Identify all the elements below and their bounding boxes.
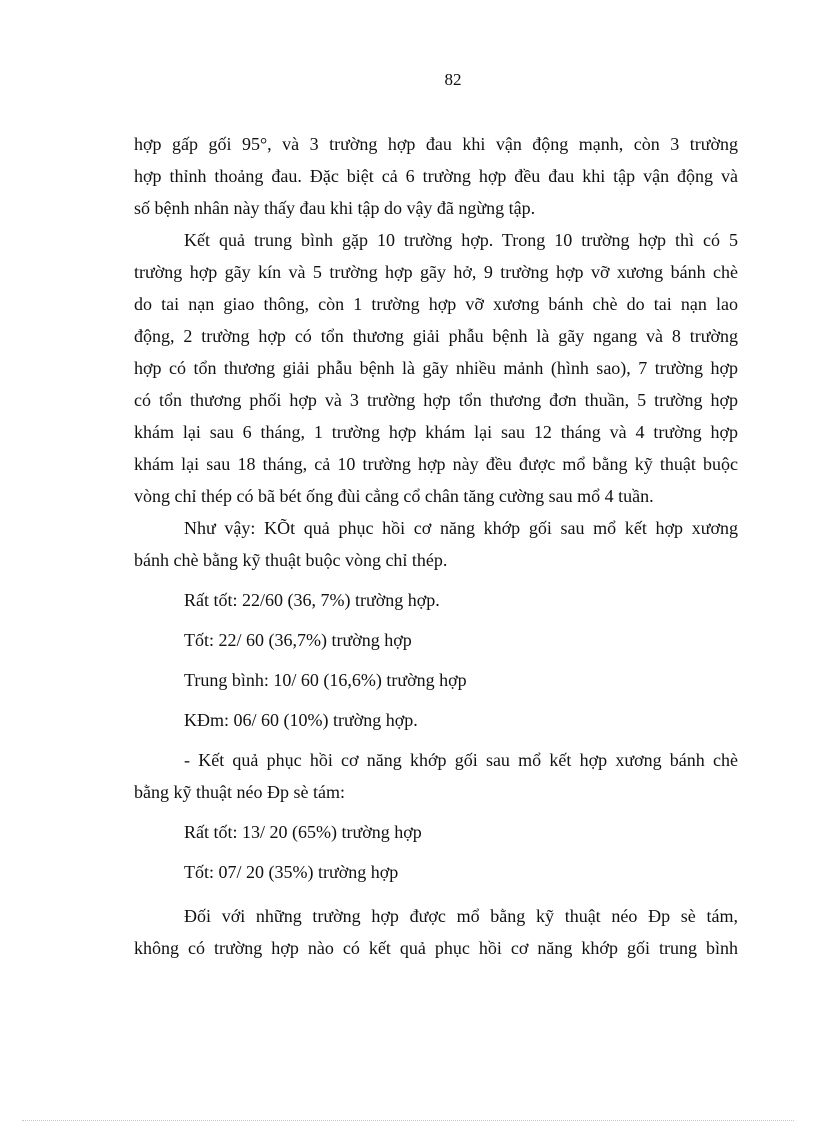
list-item: Rất tốt: 13/ 20 (65%) trường hợp	[184, 822, 422, 842]
document-body	[134, 128, 738, 964]
text-line: bằng kỹ thuật néo Ðp sè tám:	[134, 782, 345, 802]
result-list-figure-eight	[134, 808, 738, 888]
text-line: - Kết quả phục hồi cơ năng khớp gối sau mổ kết hợp xương bánh chè	[184, 750, 738, 770]
text-line: Đối với những trường hợp được mổ bằng kỹ thuật néo Ðp sè tám,	[184, 906, 738, 926]
paragraph-average-results	[134, 224, 738, 512]
list-item: KĐm: 06/ 60 (10%) trường hợp.	[184, 710, 418, 730]
text-line: khám lại sau 18 tháng, cả 10 trường hợp này đều được mổ bằng kỹ thuật buộc	[134, 454, 738, 474]
text-line: có tổn thương phối hợp và 3 trường hợp tổn thương đơn thuần, 5 trường hợp	[134, 390, 738, 410]
paragraph-conclusion	[134, 888, 738, 964]
text-line: Kết quả trung bình gặp 10 trường hợp. Trong 10 trường hợp thì có 5	[184, 230, 738, 250]
page-number: 82	[444, 70, 462, 89]
list-item: Trung bình: 10/ 60 (16,6%) trường hợp	[184, 670, 467, 690]
text-line: không có trường hợp nào có kết quả phục hồi cơ năng khớp gối trung bình	[134, 938, 738, 958]
text-line: hợp có tổn thương giải phẫu bệnh là gãy nhiều mảnh (hình sao), 7 trường hợp	[134, 358, 738, 378]
text-line: trường hợp gãy kín và 5 trường hợp gãy hở, 9 trường hợp vỡ xương bánh chè	[134, 262, 738, 282]
text-line: do tai nạn giao thông, còn 1 trường hợp vỡ xương bánh chè do tai nạn lao	[134, 294, 738, 314]
text-line: số bệnh nhân này thấy đau khi tập do vậy đã ngừng tập.	[134, 198, 536, 218]
paragraph-figure-eight	[134, 736, 738, 808]
paragraph-summary	[134, 512, 738, 576]
paragraph-continuation	[134, 128, 738, 224]
footer-divider	[22, 1120, 794, 1121]
text-line: vòng chỉ thép có bã bét ống đùi cẳng cổ chân tăng cường sau mổ 4 tuần.	[134, 486, 654, 506]
text-line: hợp thỉnh thoảng đau. Đặc biệt cả 6 trường hợp đều đau khi tập vận động và	[134, 166, 738, 186]
text-line: hợp gấp gối 95°, và 3 trường hợp đau khi vận động mạnh, còn 3 trường	[134, 134, 738, 154]
list-item: Tốt: 07/ 20 (35%) trường hợp	[184, 862, 399, 882]
list-item: Rất tốt: 22/60 (36, 7%) trường hợp.	[184, 590, 440, 610]
text-line: Như vậy: KÕt quả phục hồi cơ năng khớp gối sau mổ kết hợp xương	[184, 518, 738, 538]
text-line: khám lại sau 6 tháng, 1 trường hợp khám lại sau 12 tháng và 4 trường hợp	[134, 422, 738, 442]
text-line: bánh chè bằng kỹ thuật buộc vòng chỉ thép.	[134, 550, 448, 570]
result-list-wire-loop	[134, 576, 738, 736]
text-line: động, 2 trường hợp có tổn thương giải phẫu bệnh là gãy ngang và 8 trường	[134, 326, 738, 346]
list-item: Tốt: 22/ 60 (36,7%) trường hợp	[184, 630, 412, 650]
